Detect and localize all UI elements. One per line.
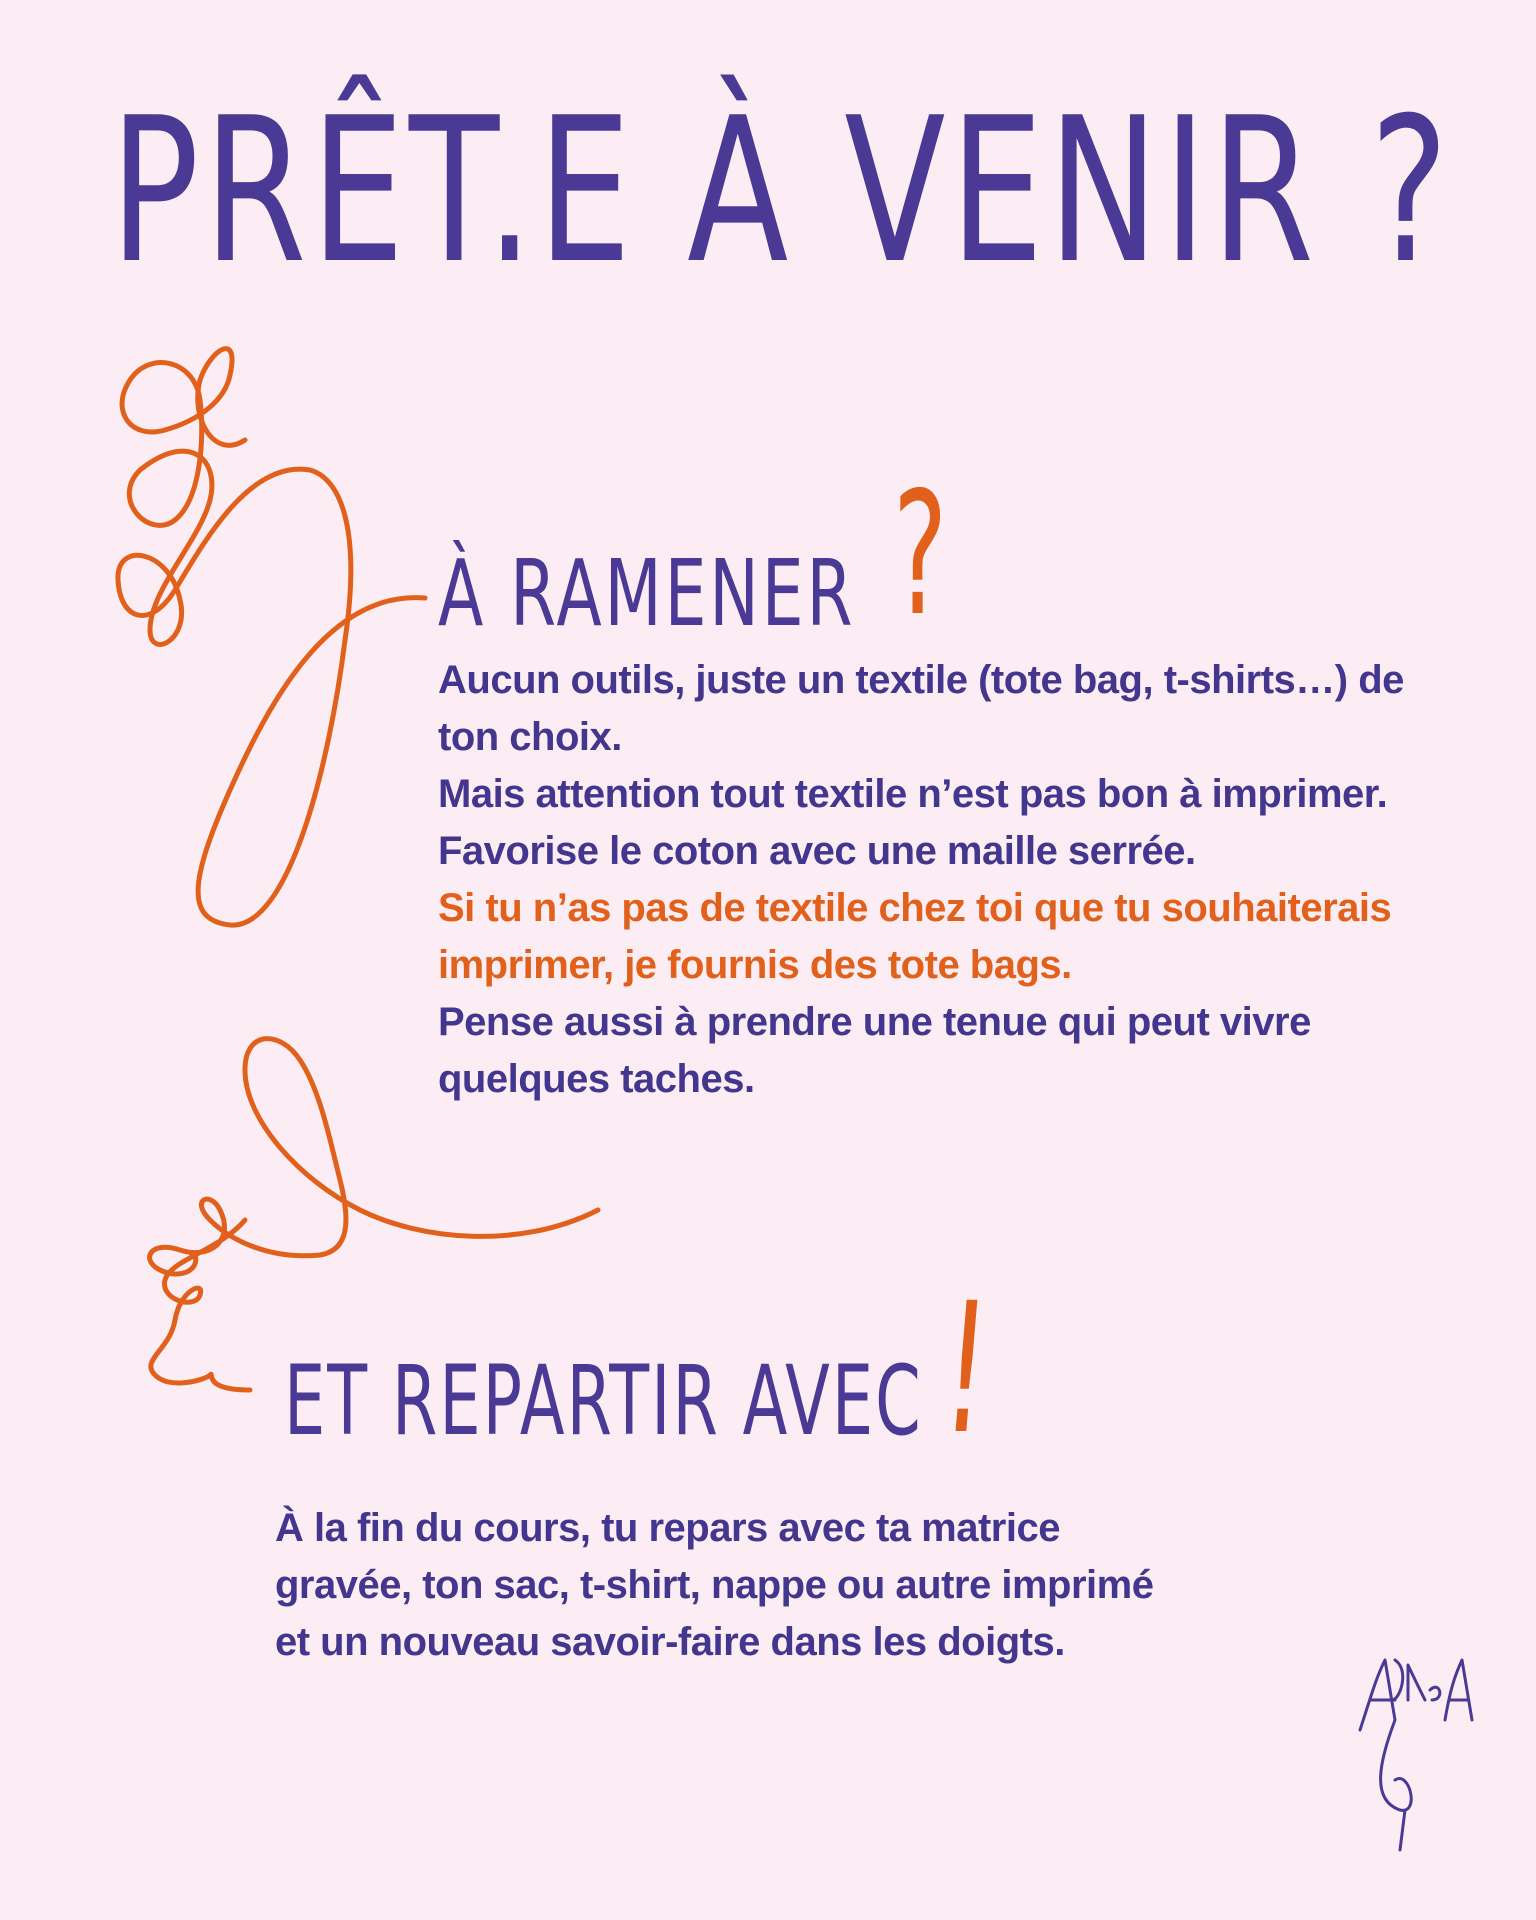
orange-swirl-top xyxy=(118,349,425,925)
page-title: PRÊT.E À VENIR ? xyxy=(110,75,1453,308)
section-body-bring xyxy=(438,652,1438,1108)
section-heading-bring: À RAMENER xyxy=(438,540,856,647)
bring-highlight: Si tu n’as pas de textile chez toi que tu souhaiterais imprimer, je fournis des tote bags. xyxy=(438,886,1392,987)
bring-paragraph-2: Mais attention tout textile n’est pas bon à imprimer. Favorise le coton avec une maille serrée. xyxy=(438,772,1388,873)
section-body-leave xyxy=(275,1500,1175,1671)
bring-paragraph-3: Pense aussi à prendre une tenue qui peut vivre quelques taches. xyxy=(438,1000,1311,1101)
signature-mark xyxy=(1360,1660,1472,1850)
exclamation-mark-accent: ! xyxy=(935,1265,997,1474)
leave-paragraph: À la fin du cours, tu repars avec ta matrice gravée, ton sac, t-shirt, nappe ou autre imprimé et un nouveau savoir-faire dans les doigts. xyxy=(275,1506,1154,1664)
section-heading-leave: ET REPARTIR AVEC xyxy=(284,1345,923,1457)
bring-paragraph-1: Aucun outils, juste un textile (tote bag, t-shirts…) de ton choix. xyxy=(438,658,1404,759)
question-mark-accent: ? xyxy=(893,456,948,654)
